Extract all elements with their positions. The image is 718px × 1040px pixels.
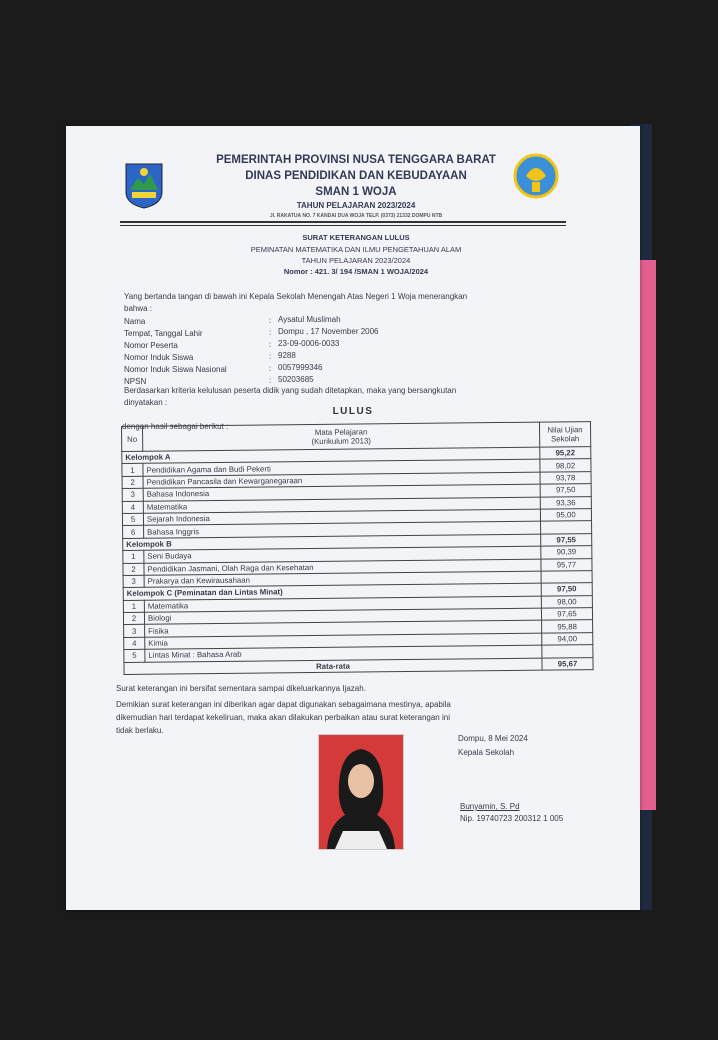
row-score: 95,00	[540, 509, 591, 522]
field-value-peserta: 23-09-0006-0033	[278, 339, 340, 348]
row-subject: Lintas Minat : Bahasa Arab	[145, 645, 542, 662]
row-subject: Bahasa Inggris	[144, 521, 541, 538]
field-label-birth: Tempat, Tanggal Lahir	[124, 329, 203, 338]
row-no: 5	[122, 513, 143, 526]
row-no: 3	[122, 488, 143, 501]
row-score	[541, 521, 592, 534]
row-subject: Fisika	[145, 621, 542, 638]
signature-nip: Nip. 19740723 200312 1 005	[460, 814, 564, 823]
row-no: 1	[122, 464, 143, 477]
row-score: 93,36	[540, 496, 591, 509]
row-subject: Matematika	[143, 497, 540, 514]
row-no: 4	[122, 501, 143, 514]
row-score: 93,78	[540, 471, 591, 484]
field-colon: :	[269, 316, 272, 325]
row-subject: Matematika	[144, 596, 541, 613]
doc-subtitle: PEMINATAN MATEMATIKA DAN ILMU PENGETAHUAN ALAM	[250, 245, 462, 254]
student-photo	[318, 734, 404, 850]
doc-number: Nomor : 421. 3/ 194 /SMAN 1 WOJA/2024	[283, 267, 429, 276]
group-name: Kelompok A	[122, 447, 540, 464]
field-value-birth: Dompu , 17 November 2006	[278, 327, 379, 336]
signature-place-date: Dompu, 8 Mei 2024	[458, 734, 528, 743]
note-temporary: Surat keterangan ini bersifat sementara sampai dikeluarkannya Ijazah.	[116, 684, 366, 693]
row-no: 3	[124, 625, 145, 638]
row-subject: Bahasa Indonesia	[143, 484, 540, 501]
certificate-paper	[66, 126, 640, 910]
col-score-title: Nilai Ujian	[547, 425, 583, 435]
row-subject: Biologi	[144, 608, 541, 625]
group-score: 97,55	[541, 533, 592, 546]
field-label-nisn: Nomor Induk Siswa Nasional	[124, 365, 227, 374]
field-label-nama: Nama	[124, 317, 146, 326]
field-colon: :	[269, 340, 272, 349]
row-score: 97,65	[541, 608, 592, 621]
field-value-nisn: 0057999346	[278, 363, 323, 372]
header-divider	[120, 221, 566, 223]
intro-text-2: bahwa :	[124, 304, 153, 313]
row-score: 94,00	[542, 632, 593, 645]
header-school: SMAN 1 WOJA	[315, 186, 397, 198]
col-subject-curriculum: (Kurikulum 2013)	[311, 436, 371, 447]
col-subject-title: Mata Pelajaran	[314, 427, 368, 437]
signature-name: Bunyamin, S. Pd	[460, 802, 520, 811]
row-no: 2	[123, 612, 144, 625]
result-status: LULUS	[332, 406, 374, 417]
note-usage-2: dikemudian hari terdapat kekeliruan, maka akan dilakukan perbaikan atau surat keterangan ini	[116, 713, 450, 722]
row-subject: Pendidikan Jasmani, Olah Raga dan Kesehatan	[144, 559, 541, 576]
field-value-nis: 9288	[278, 351, 296, 360]
doc-title: SURAT KETERANGAN LULUS	[302, 233, 410, 242]
row-subject: Sejarah Indonesia	[143, 509, 540, 526]
field-label-nis: Nomor Induk Siswa	[124, 353, 194, 362]
student-portrait-icon	[319, 735, 403, 849]
row-score: 98,00	[541, 595, 592, 608]
average-value: 95,67	[542, 657, 593, 670]
row-subject: Seni Budaya	[144, 546, 541, 563]
row-no: 1	[123, 550, 144, 563]
field-label-peserta: Nomor Peserta	[124, 341, 178, 350]
row-no: 1	[123, 600, 144, 613]
doc-year: TAHUN PELAJARAN 2023/2024	[301, 256, 411, 265]
field-colon: :	[269, 376, 272, 385]
col-score	[539, 422, 590, 448]
signature-position: Kepala Sekolah	[458, 748, 515, 757]
row-score	[542, 645, 593, 658]
group-score: 97,50	[541, 583, 592, 596]
field-label-npsn: NPSN	[124, 377, 147, 386]
row-score: 97,50	[540, 484, 591, 497]
group-score: 95,22	[540, 447, 591, 460]
col-no: No	[122, 426, 143, 451]
criteria-text-2: dinyatakan :	[124, 398, 168, 407]
field-colon: :	[269, 352, 272, 361]
row-score: 98,02	[540, 459, 591, 472]
row-subject: Pendidikan Pancasila dan Kewarganegaraan	[143, 472, 540, 489]
col-score-title-2: Sekolah	[551, 434, 580, 444]
row-score: 95,77	[541, 558, 592, 571]
row-score: 95,88	[542, 620, 593, 633]
row-no: 6	[123, 526, 144, 539]
header-year: TAHUN PELAJARAN 2023/2024	[296, 201, 416, 210]
average-label: Rata-rata	[124, 658, 542, 675]
row-no: 2	[123, 563, 144, 576]
note-usage: Demikian surat keterangan ini diberikan agar dapat digunakan sebagaimana mestinya, apabila	[116, 700, 451, 709]
row-no: 2	[122, 476, 143, 489]
criteria-text: Berdasarkan kriteria kelulusan peserta didik yang sudah ditetapkan, maka yang bersangkutan	[124, 386, 457, 395]
intro-text: Yang bertanda tangan di bawah ini Kepala Sekolah Menengah Atas Negeri 1 Woja menerangkan	[124, 292, 468, 301]
table-intro: dengan hasil sebagai berikut :	[122, 422, 229, 431]
row-no: 3	[123, 575, 144, 588]
row-score	[541, 570, 592, 583]
grades-table	[121, 421, 594, 675]
row-no: 5	[124, 650, 145, 663]
group-name: Kelompok B	[123, 534, 541, 551]
field-value-nama: Aysatul Muslimah	[278, 315, 341, 324]
header-province: PEMERINTAH PROVINSI NUSA TENGGARA BARAT	[216, 154, 496, 166]
field-colon: :	[269, 364, 272, 373]
row-subject: Kimia	[145, 633, 542, 650]
ntb-province-logo-icon	[124, 162, 164, 210]
field-value-npsn: 50203685	[278, 375, 314, 384]
field-colon: :	[269, 328, 272, 337]
row-subject: Pendidikan Agama dan Budi Pekerti	[143, 460, 540, 477]
header-divider-thin	[120, 225, 566, 226]
header-address: Jl. RAKATUA NO. 7 KANDAI DUA WOJA TELP. (0373) 21332 DOMPU NTB	[269, 213, 443, 219]
header-department: DINAS PENDIDIKAN DAN KEBUDAYAAN	[245, 170, 467, 182]
group-name: Kelompok C (Peminatan dan Lintas Minat)	[123, 583, 541, 600]
row-score: 90,39	[541, 546, 592, 559]
note-usage-3: tidak berlaku.	[116, 726, 164, 735]
row-no: 4	[124, 637, 145, 650]
row-subject: Prakarya dan Kewirausahaan	[144, 571, 541, 588]
